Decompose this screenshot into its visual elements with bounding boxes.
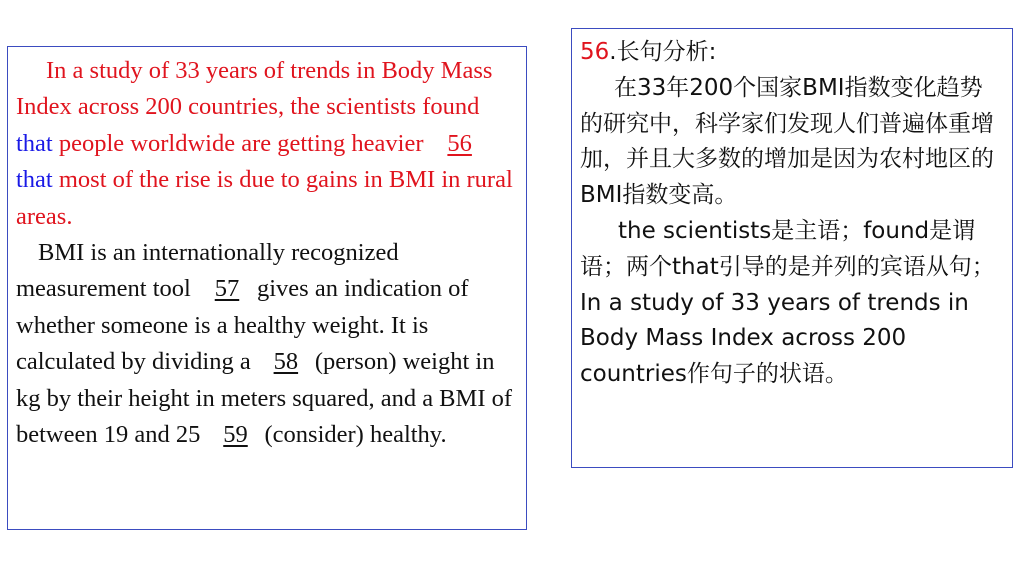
blank-59: 59 [223, 421, 248, 449]
para2-part-4: (consider) healthy. [264, 421, 447, 449]
translation-content: 在33年200个国家BMI指数变化趋势的研究中，科学家们发现人们普遍体重增加，并且大多数的增加是因为农村地区的BMI指数变高。 [580, 74, 994, 209]
blank-56: 56 [447, 129, 472, 157]
analysis-heading [580, 35, 1002, 71]
passage-box [7, 46, 527, 530]
structure-analysis-content: the scientists是主语；found是谓语；两个that引导的是并列的宾语从句；In a study of 33 years of trends in Body Mass Index across 200 countries作句子的状语。 [580, 217, 995, 388]
para2-part-1: BMI is an internationally recognized measurement tool [16, 239, 399, 303]
blank-58: 58 [273, 348, 299, 376]
passage-paragraph-1 [16, 53, 518, 235]
that-keyword-1: that [16, 129, 53, 157]
analysis-heading-text: .长句分析: [609, 39, 717, 65]
translation-text [580, 71, 1002, 214]
passage-paragraph-2 [16, 235, 518, 453]
sentence-part-1: In a study of 33 years of trends in Body Mass Index across 200 countries, the scientists found [16, 57, 493, 121]
sentence-part-3: most of the rise is due to gains in BMI in rural areas. [16, 166, 513, 230]
para2-part-2: gives an indication of whether someone is a healthy weight. It is calculated by dividing a [16, 275, 469, 376]
para2-part-3: (person) weight in kg by their height in meters squared, and a BMI of between 19 and 25 [16, 348, 513, 449]
sentence-part-2: people worldwide are getting heavier [52, 129, 430, 157]
analysis-number: 56 [580, 39, 610, 65]
analysis-box [571, 28, 1013, 468]
structure-analysis [580, 214, 1002, 393]
blank-57: 57 [214, 275, 240, 303]
that-keyword-2: that [16, 166, 53, 194]
